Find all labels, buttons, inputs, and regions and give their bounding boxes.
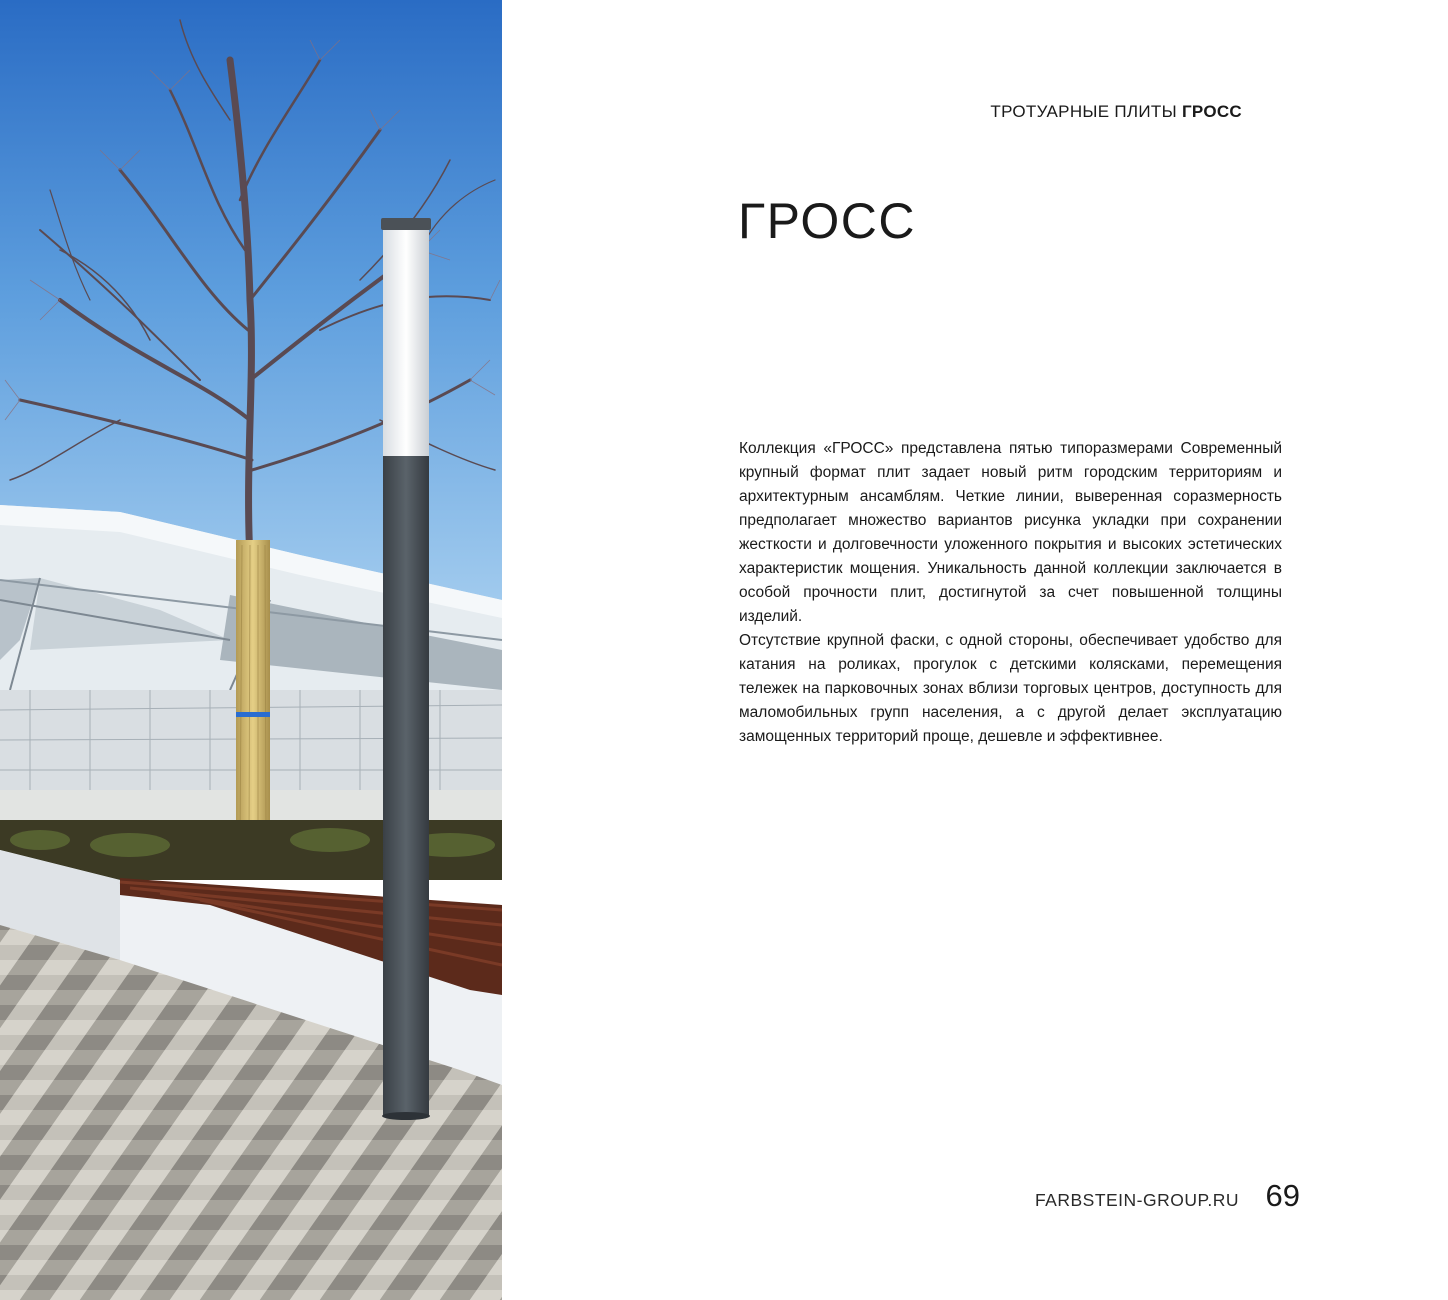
description-paragraph-1: Коллекция «ГРОСС» представлена пятью типоразмерами Современный крупный формат плит задает новый ритм городским территориям и архитектурным ансамблям. Четкие линии, выверенная соразмерность предполагает множество вариантов рисунка укладки при сохранении жесткости и долговечности уложенного покрытия и высоких эстетических характеристик мощения. Уникальность данной коллекции заключается в особой прочности плит, достигнутой за счет повышенной толщины изделий. [739, 440, 1282, 625]
running-header-collection: ГРОСС [1181, 102, 1242, 121]
description-block [739, 437, 1282, 749]
page-footer [1035, 1178, 1300, 1214]
cover-photo [0, 0, 502, 1300]
description-paragraph-2: Отсутствие крупной фаски, с одной стороны, обеспечивает удобство для катания на роликах, прогулок с детскими колясками, перемещения тележек на парковочных зонах вблизи торговых центров, доступность для маломобильных групп населения, а с другой делает эксплуатацию замощенных территорий проще, дешевле и эффективнее. [739, 632, 1282, 745]
running-header-section: ТРОТУАРНЫЕ ПЛИТЫ [990, 102, 1177, 121]
website-link[interactable]: FARBSTEIN-GROUP.RU [1034, 1190, 1240, 1210]
running-header [990, 102, 1242, 122]
page-number: 69 [1265, 1178, 1300, 1213]
lamp-post [381, 218, 431, 1120]
page-title: ГРОСС [738, 193, 916, 249]
